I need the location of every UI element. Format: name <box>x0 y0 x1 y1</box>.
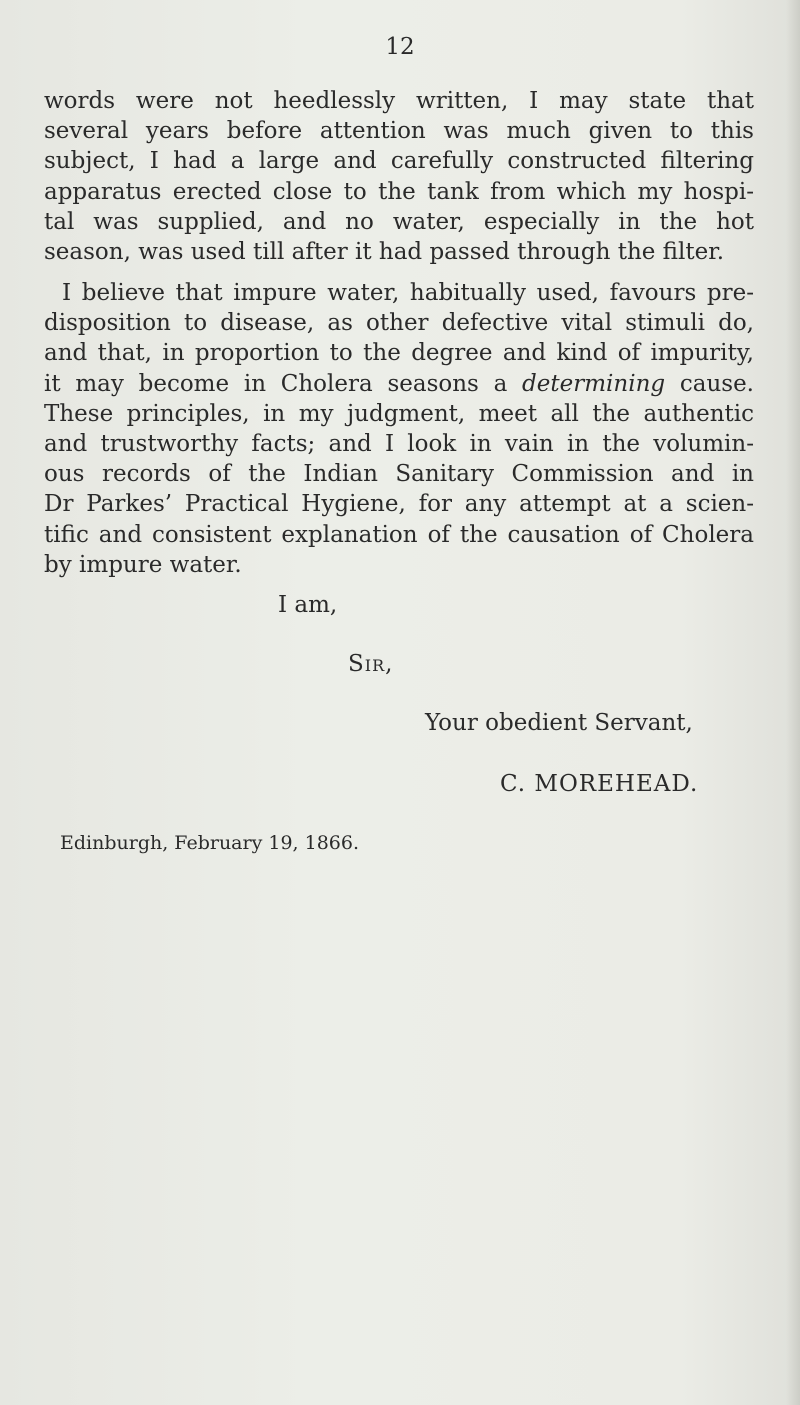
closing-salutation: Sir, <box>348 651 394 677</box>
text-line: disposition to disease, as other defective vital stimuli do, <box>44 310 754 337</box>
closing-servant: Your obedient Servant, <box>425 710 693 736</box>
paragraph-filtering-apparatus <box>44 86 754 267</box>
text-line <box>44 369 754 399</box>
text-line: and trustworthy facts; and I look in vain in the volumin- <box>44 431 754 458</box>
text-line: subject, I had a large and carefully constructed filtering <box>44 148 754 175</box>
page-edge-shadow <box>786 0 800 1405</box>
text-line: tific and consistent explanation of the causation of Cholera <box>44 521 754 548</box>
text-line: ous records of the Indian Sanitary Commission and in <box>44 461 754 488</box>
text-line: and that, in proportion to the degree and kind of impurity, <box>44 340 754 367</box>
text-line: I believe that impure water, habitually used, favours pre- <box>62 280 754 306</box>
signature: C. MOREHEAD. <box>500 771 699 797</box>
paragraph-impure-water <box>44 278 754 580</box>
text-line: season, was used till after it had passed through the filter. <box>44 239 725 266</box>
text-run: cause. <box>665 370 754 397</box>
text-line: tal was supplied, and no water, especially in the hot <box>44 208 754 235</box>
page-number: 12 <box>385 34 415 60</box>
text-line: by impure water. <box>44 551 242 578</box>
text-run: it may become in Cholera seasons a <box>44 370 523 397</box>
closing-i-am: I am, <box>278 592 338 618</box>
emphasis-determining: determining <box>522 370 666 397</box>
text-line: These principles, in my judgment, meet all the authentic <box>44 400 754 427</box>
text-line: several years before attention was much given to this <box>44 118 754 145</box>
text-line: apparatus erected close to the tank from which my hospi- <box>44 178 754 205</box>
dateline: Edinburgh, February 19, 1866. <box>60 832 360 854</box>
text-line: Dr Parkes’ Practical Hygiene, for any attempt at a scien- <box>44 491 754 518</box>
text-line: words were not heedlessly written, I may state that <box>44 88 754 114</box>
